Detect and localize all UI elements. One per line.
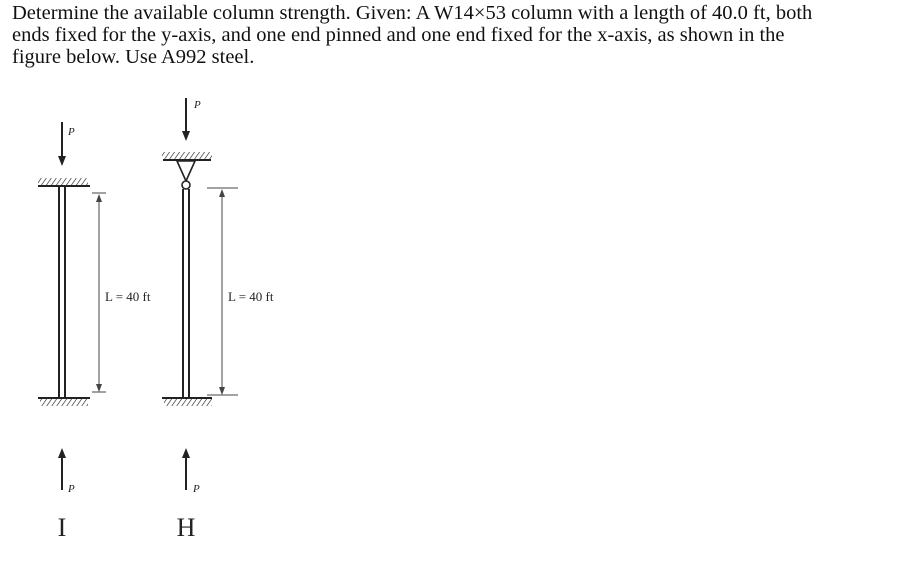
right-top-pinned-support (162, 152, 212, 189)
right-bottom-reaction-label: P (193, 483, 200, 495)
right-top-load-label: P (194, 99, 201, 111)
right-section-symbol: H (176, 513, 196, 542)
problem-line-2: ends fixed for the y-axis, and one end pinned and one end fixed for the x-axis, as shown in the (12, 24, 785, 46)
right-column-diagram (162, 98, 274, 542)
right-bottom-fixed-support (162, 398, 212, 406)
left-top-load-arrow (58, 122, 66, 166)
left-bottom-fixed-support (38, 398, 90, 406)
left-length-dimension (92, 193, 106, 392)
left-top-load-label: P (68, 126, 75, 138)
right-column-member (183, 189, 189, 398)
left-length-label: L = 40 ft (105, 289, 151, 304)
problem-line-3: figure below. Use A992 steel. (12, 46, 255, 68)
left-bottom-reaction-label: P (68, 483, 75, 495)
right-top-load-arrow (182, 98, 190, 141)
left-column-member (59, 186, 65, 398)
left-bottom-reaction-arrow (58, 448, 66, 490)
left-top-fixed-support (38, 178, 90, 186)
left-section-symbol: I (57, 513, 67, 542)
right-length-label: L = 40 ft (228, 289, 274, 304)
problem-line-1: Determine the available column strength. Given: A W14×53 column with a length of 40.0 ft, both (12, 2, 813, 24)
right-bottom-reaction-arrow (182, 448, 190, 490)
left-column-diagram (38, 122, 151, 542)
